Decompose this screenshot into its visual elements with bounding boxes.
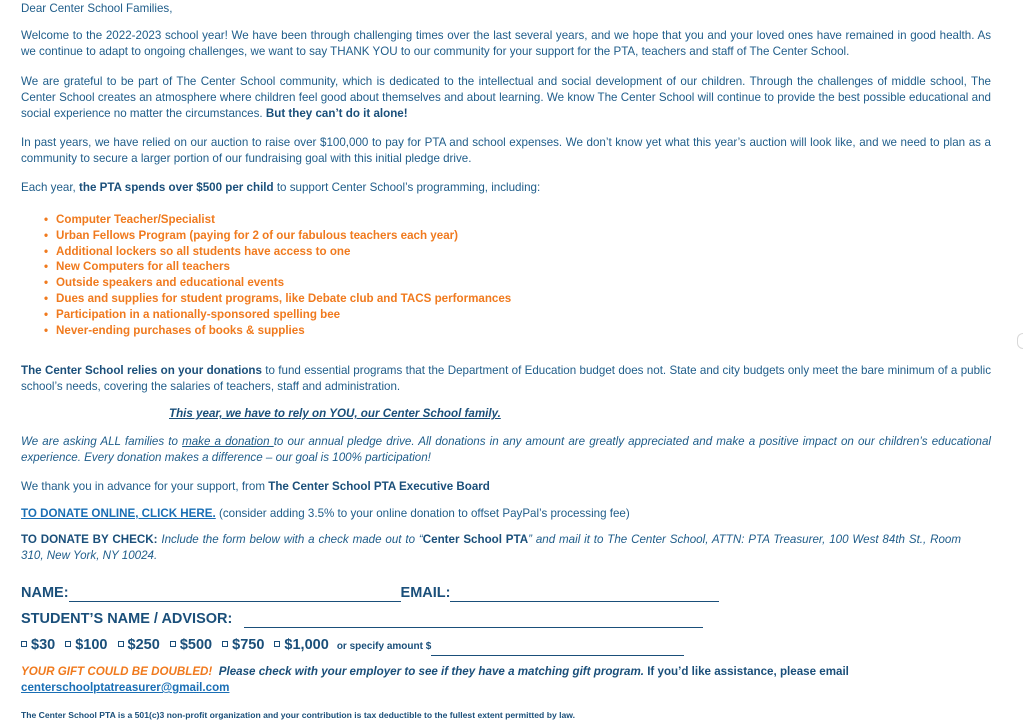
donations-paragraph bbox=[21, 363, 991, 395]
grateful-text: We are grateful to be part of The Center School community, which is dedicated to the intellectual and social development of our children. Through the challenges of middle school, The Center School creates an atmosphere where children feel good about themselves and about learning. We know The Center School will continue to provide the best possible educational and social experience no matter the circumstances. bbox=[21, 75, 991, 120]
checkbox-icon bbox=[21, 641, 27, 647]
asking-prefix: We are asking ALL families to bbox=[21, 435, 183, 448]
gift-assistance: If you’d like assistance, please email bbox=[643, 665, 849, 678]
form-student-row bbox=[21, 610, 703, 628]
checkbox-icon bbox=[170, 641, 176, 647]
list-item: • Additional lockers so all students have access to one bbox=[44, 244, 351, 258]
payee-name: Center School PTA bbox=[422, 533, 529, 546]
donate-online-link[interactable]: TO DONATE ONLINE, CLICK HERE. bbox=[21, 507, 216, 520]
spending-paragraph bbox=[21, 180, 991, 196]
amount-option[interactable]: $750 bbox=[222, 637, 264, 653]
donations-bold: The Center School relies on your donations bbox=[21, 364, 262, 377]
amount-options-row bbox=[21, 636, 684, 656]
email-field[interactable] bbox=[450, 588, 719, 602]
welcome-paragraph: Welcome to the 2022-2023 school year! We have been through challenging times over the last several years, and we hope that you and your loved ones have remained in good health. As we continue to adapt to ongoing challenges, we want to say THANK YOU to our community for your support for the PTA, teachers and staff of The Center School. bbox=[21, 29, 991, 58]
make-donation-link[interactable]: make a donation bbox=[182, 435, 274, 448]
student-label: STUDENT’S NAME / ADVISOR: bbox=[21, 611, 233, 627]
amount-option[interactable]: $30 bbox=[21, 637, 55, 653]
donate-check-suffix: ” and mail it to The Center School, ATTN: PTA Treasurer, 100 West 84th St., Room 310, New York, NY 10024. bbox=[21, 533, 962, 562]
form-name-email-row bbox=[21, 584, 719, 602]
checkbox-icon bbox=[118, 641, 124, 647]
donations-text: to fund essential programs that the Department of Education budget does not. State and city budgets only meet the bare minimum of a public school’s needs, covering the salaries of teachers, staff and administration. bbox=[21, 364, 991, 393]
amount-option[interactable]: $250 bbox=[118, 637, 160, 653]
list-item: • Never-ending purchases of books & supplies bbox=[44, 323, 305, 337]
cant-do-alone: But they can’t do it alone! bbox=[265, 107, 408, 120]
treasurer-email-link[interactable]: centerschoolptatreasurer@gmail.com bbox=[21, 681, 230, 694]
list-item: • Dues and supplies for student programs, like Debate club and TACS performances bbox=[44, 291, 512, 305]
spending-bold: the PTA spends over $500 per child bbox=[79, 181, 274, 194]
list-item: • Computer Teacher/Specialist bbox=[44, 213, 215, 226]
grateful-paragraph bbox=[21, 74, 991, 122]
salutation: Dear Center School Families, bbox=[21, 2, 173, 15]
list-item: • New Computers for all teachers bbox=[44, 260, 230, 274]
programming-list bbox=[44, 212, 511, 338]
amount-option[interactable]: $100 bbox=[65, 637, 107, 653]
student-field[interactable] bbox=[244, 614, 703, 628]
checkbox-icon bbox=[65, 641, 71, 647]
donate-check-prefix: Include the form below with a check made out to “ bbox=[157, 533, 423, 546]
checkbox-icon bbox=[222, 641, 228, 647]
thanks-prefix: We thank you in advance for your support, from bbox=[21, 480, 269, 493]
paypal-note: (consider adding 3.5% to your online donation to offset PayPal’s processing fee) bbox=[215, 507, 630, 520]
specify-amount-field[interactable] bbox=[431, 644, 684, 656]
tax-footer: The Center School PTA is a 501(c)3 non-profit organization and your contribution is tax deductible to the fullest extent permitted by law. bbox=[21, 710, 576, 720]
checkbox-icon bbox=[274, 641, 280, 647]
gift-paragraph bbox=[21, 664, 991, 696]
gift-matching: Please check with your employer to see if they have a matching gift program. bbox=[218, 665, 644, 678]
spending-suffix: to support Center School’s programming, including: bbox=[273, 181, 541, 194]
donate-check-label: TO DONATE BY CHECK: bbox=[21, 533, 158, 546]
board-name: The Center School PTA Executive Board bbox=[268, 480, 490, 493]
donate-online-line bbox=[21, 506, 991, 522]
thanks-paragraph bbox=[21, 479, 991, 495]
list-item: • Urban Fellows Program (paying for 2 of our fabulous teachers each year) bbox=[44, 228, 459, 242]
amount-option[interactable]: $500 bbox=[170, 637, 212, 653]
list-item: • Outside speakers and educational events bbox=[44, 276, 285, 290]
name-field[interactable] bbox=[69, 588, 401, 602]
donate-check-paragraph bbox=[21, 532, 961, 564]
side-scroll-tab[interactable] bbox=[1017, 333, 1023, 349]
spending-prefix: Each year, bbox=[21, 181, 80, 194]
gift-doubled: YOUR GIFT COULD BE DOUBLED! bbox=[21, 665, 213, 678]
rely-on-you-line: This year, we have to rely on YOU, our Center School family. bbox=[169, 407, 501, 420]
asking-suffix: to our annual pledge drive. All donations in any amount are greatly appreciated and make a positive impact on our children’s educational experience. Every donation makes a difference – our goal is 100% participation! bbox=[21, 435, 992, 464]
amount-option[interactable]: $1,000 bbox=[274, 637, 328, 653]
auction-paragraph: In past years, we have relied on our auction to raise over $100,000 to pay for PTA and school expenses. We don’t know yet what this year’s auction will look like, and we need to plan as a community to secure a larger portion of our fundraising goal with this initial pledge drive. bbox=[21, 136, 991, 165]
list-item: • Participation in a nationally-sponsored spelling bee bbox=[44, 307, 341, 321]
specify-amount-label: or specify amount $ bbox=[336, 641, 432, 652]
email-label: EMAIL: bbox=[400, 585, 451, 601]
asking-paragraph bbox=[21, 434, 991, 466]
name-label: NAME: bbox=[21, 585, 69, 601]
